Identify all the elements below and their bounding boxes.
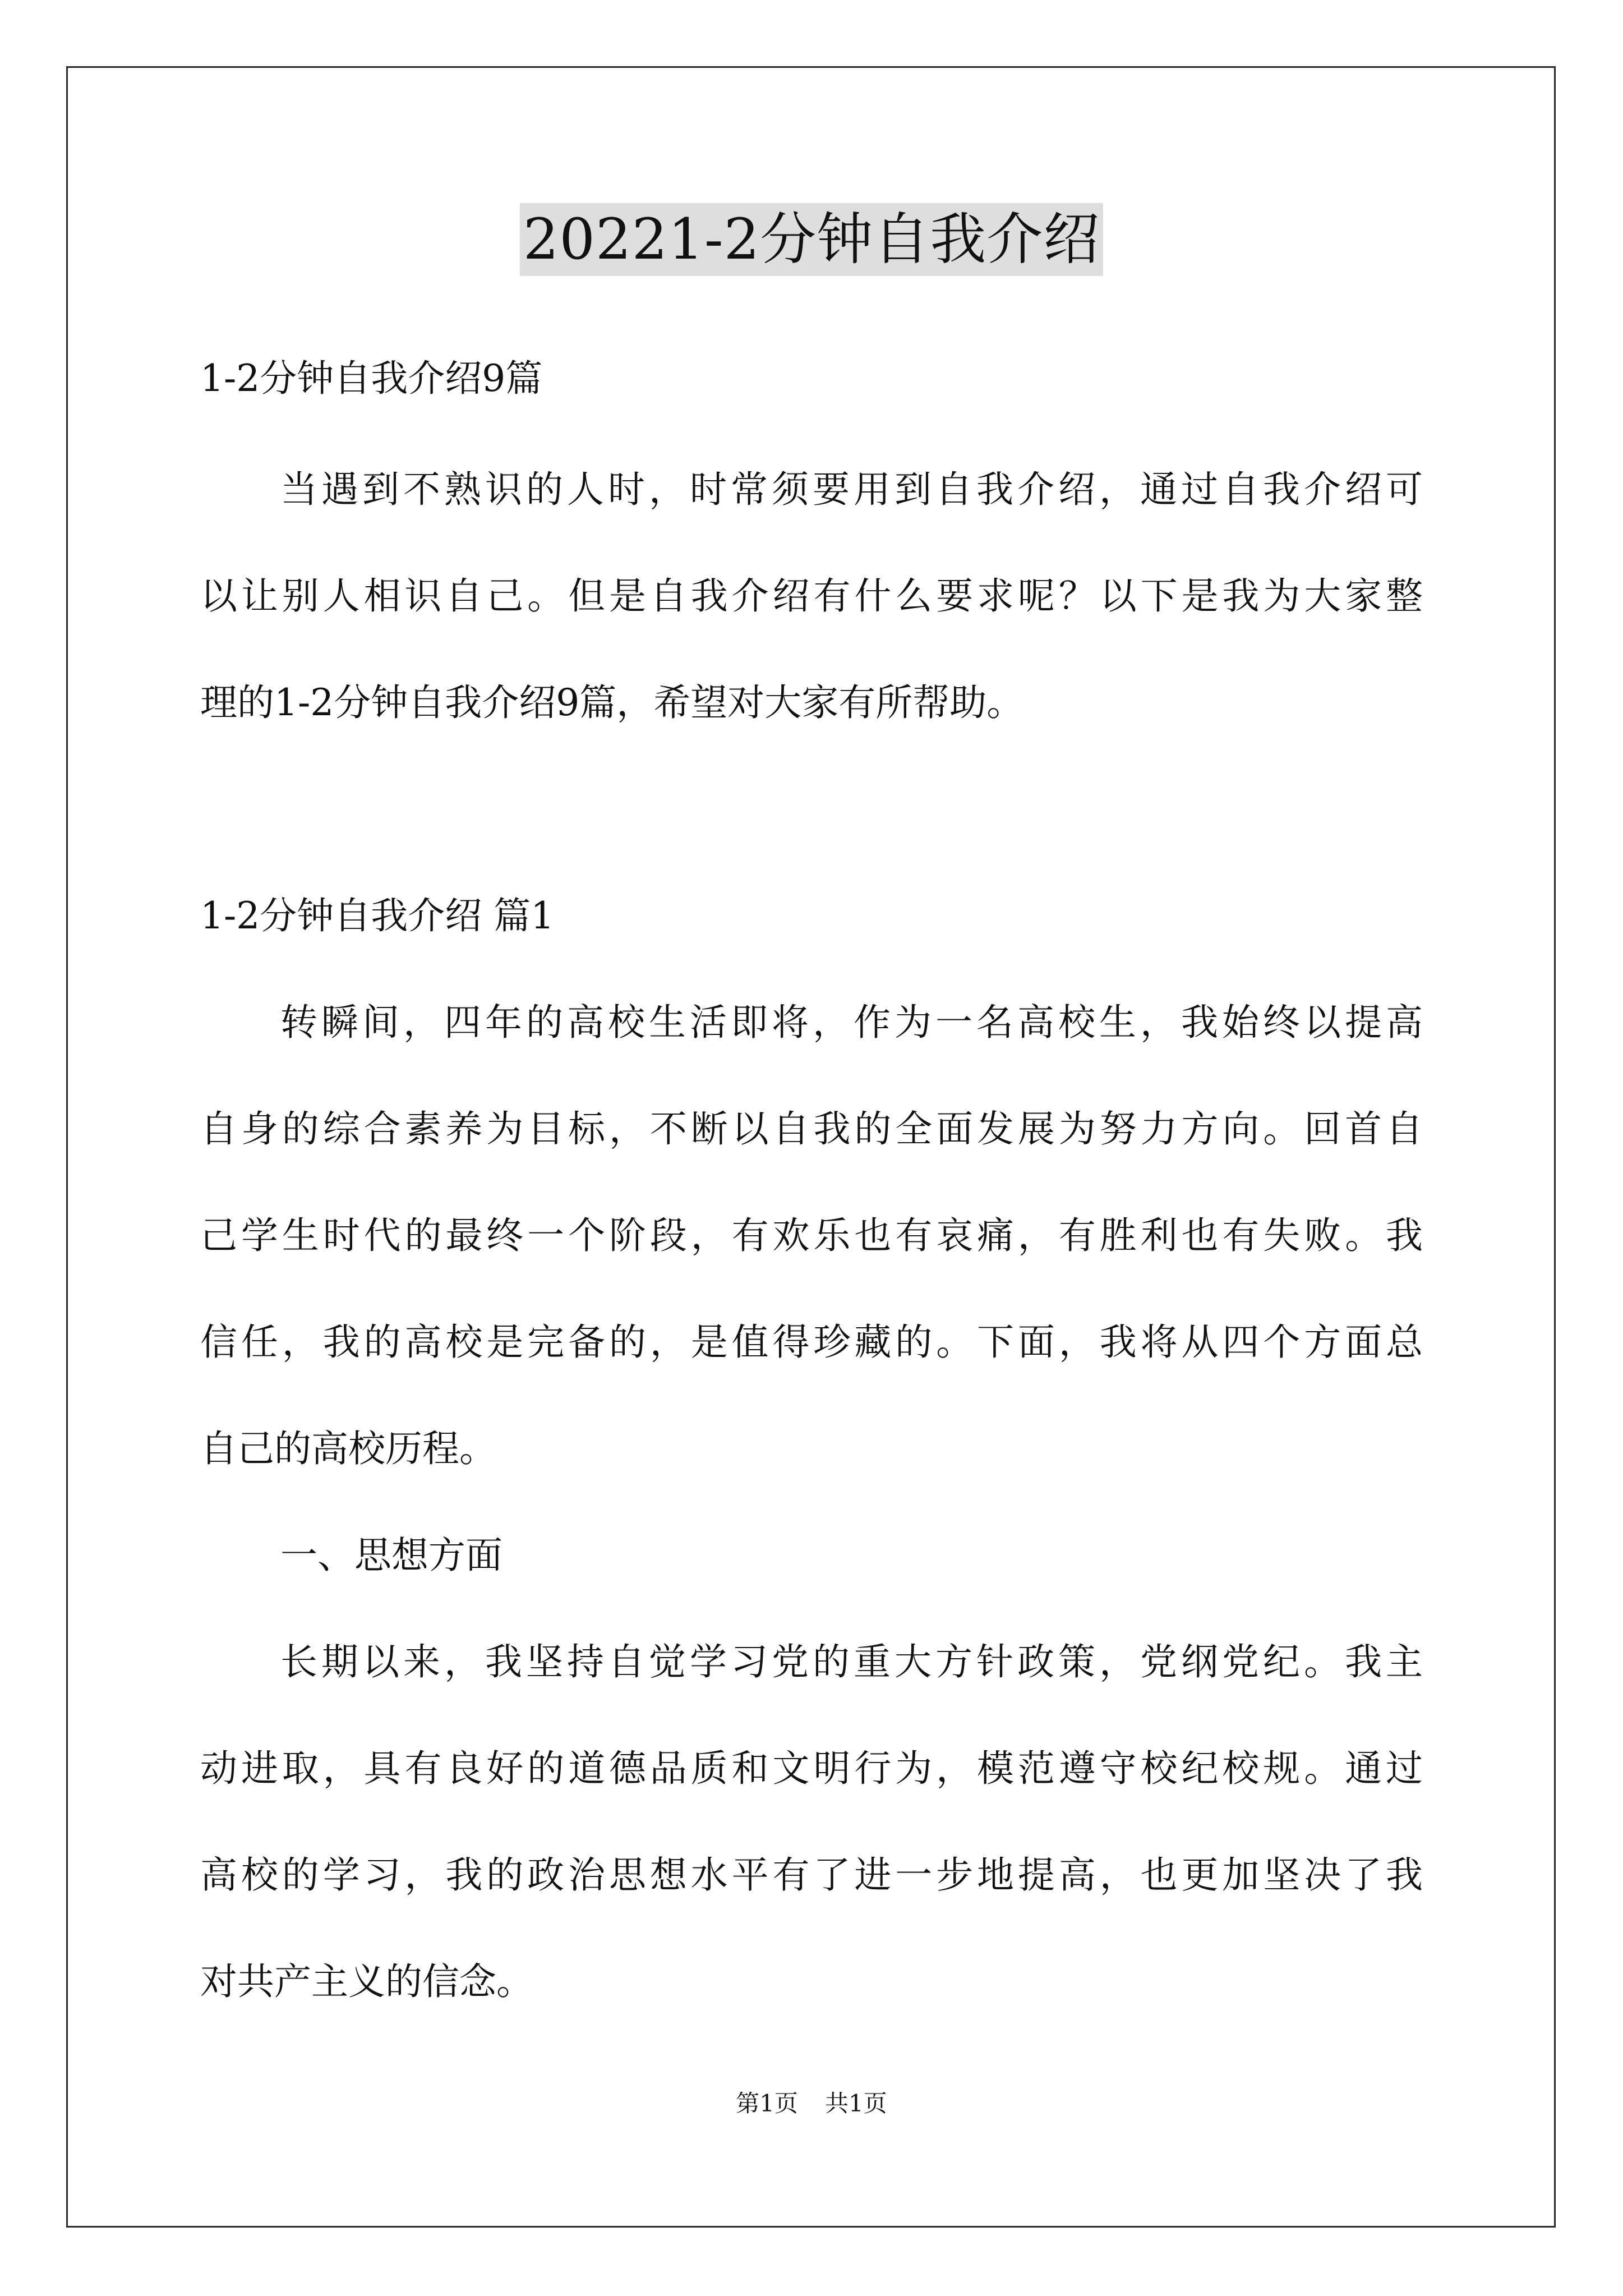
para2-line-4: 对共产主义的信念。 [200,1960,533,2003]
intro-line-2: 以让别人相识自己。但是自我介绍有什么要求呢？以下是我为大家整 [200,574,1423,618]
para2-line-1: 长期以来，我坚持自觉学习党的重大方针政策，党纲党纪。我主 [280,1640,1423,1683]
page-footer [0,2087,1623,2120]
document-title: 20221-2分钟自我介绍 [520,203,1104,276]
sub-heading: 一、思想方面 [280,1534,502,1577]
para1-line-2: 自身的综合素养为目标，不断以自我的全面发展为努力方向。回首自 [200,1107,1423,1151]
para2-line-2: 动进取，具有良好的道德品质和文明行为，模范遵守校纪校规。通过 [200,1747,1423,1790]
para1-line-4: 信任，我的高校是完备的，是值得珍藏的。下面，我将从四个方面总 [200,1320,1423,1364]
intro-line-3: 理的1-2分钟自我介绍9篇，希望对大家有所帮助。 [200,681,1024,724]
page-number: 第1页 [736,2090,798,2117]
para2-line-3: 高校的学习，我的政治思想水平有了进一步地提高，也更加坚决了我 [200,1853,1423,1897]
para1-line-5: 自己的高校历程。 [200,1427,496,1470]
subtitle: 1-2分钟自我介绍9篇 [200,357,543,400]
intro-line-1: 当遇到不熟识的人时，时常须要用到自我介绍，通过自我介绍可 [280,468,1423,511]
para1-line-1: 转瞬间，四年的高校生活即将，作为一名高校生，我始终以提高 [280,1001,1423,1044]
page-total: 共1页 [825,2090,887,2117]
para1-line-3: 己学生时代的最终一个阶段，有欢乐也有哀痛，有胜利也有失败。我 [200,1214,1423,1257]
section-heading: 1-2分钟自我介绍 篇1 [200,894,555,937]
title-container [0,203,1623,276]
